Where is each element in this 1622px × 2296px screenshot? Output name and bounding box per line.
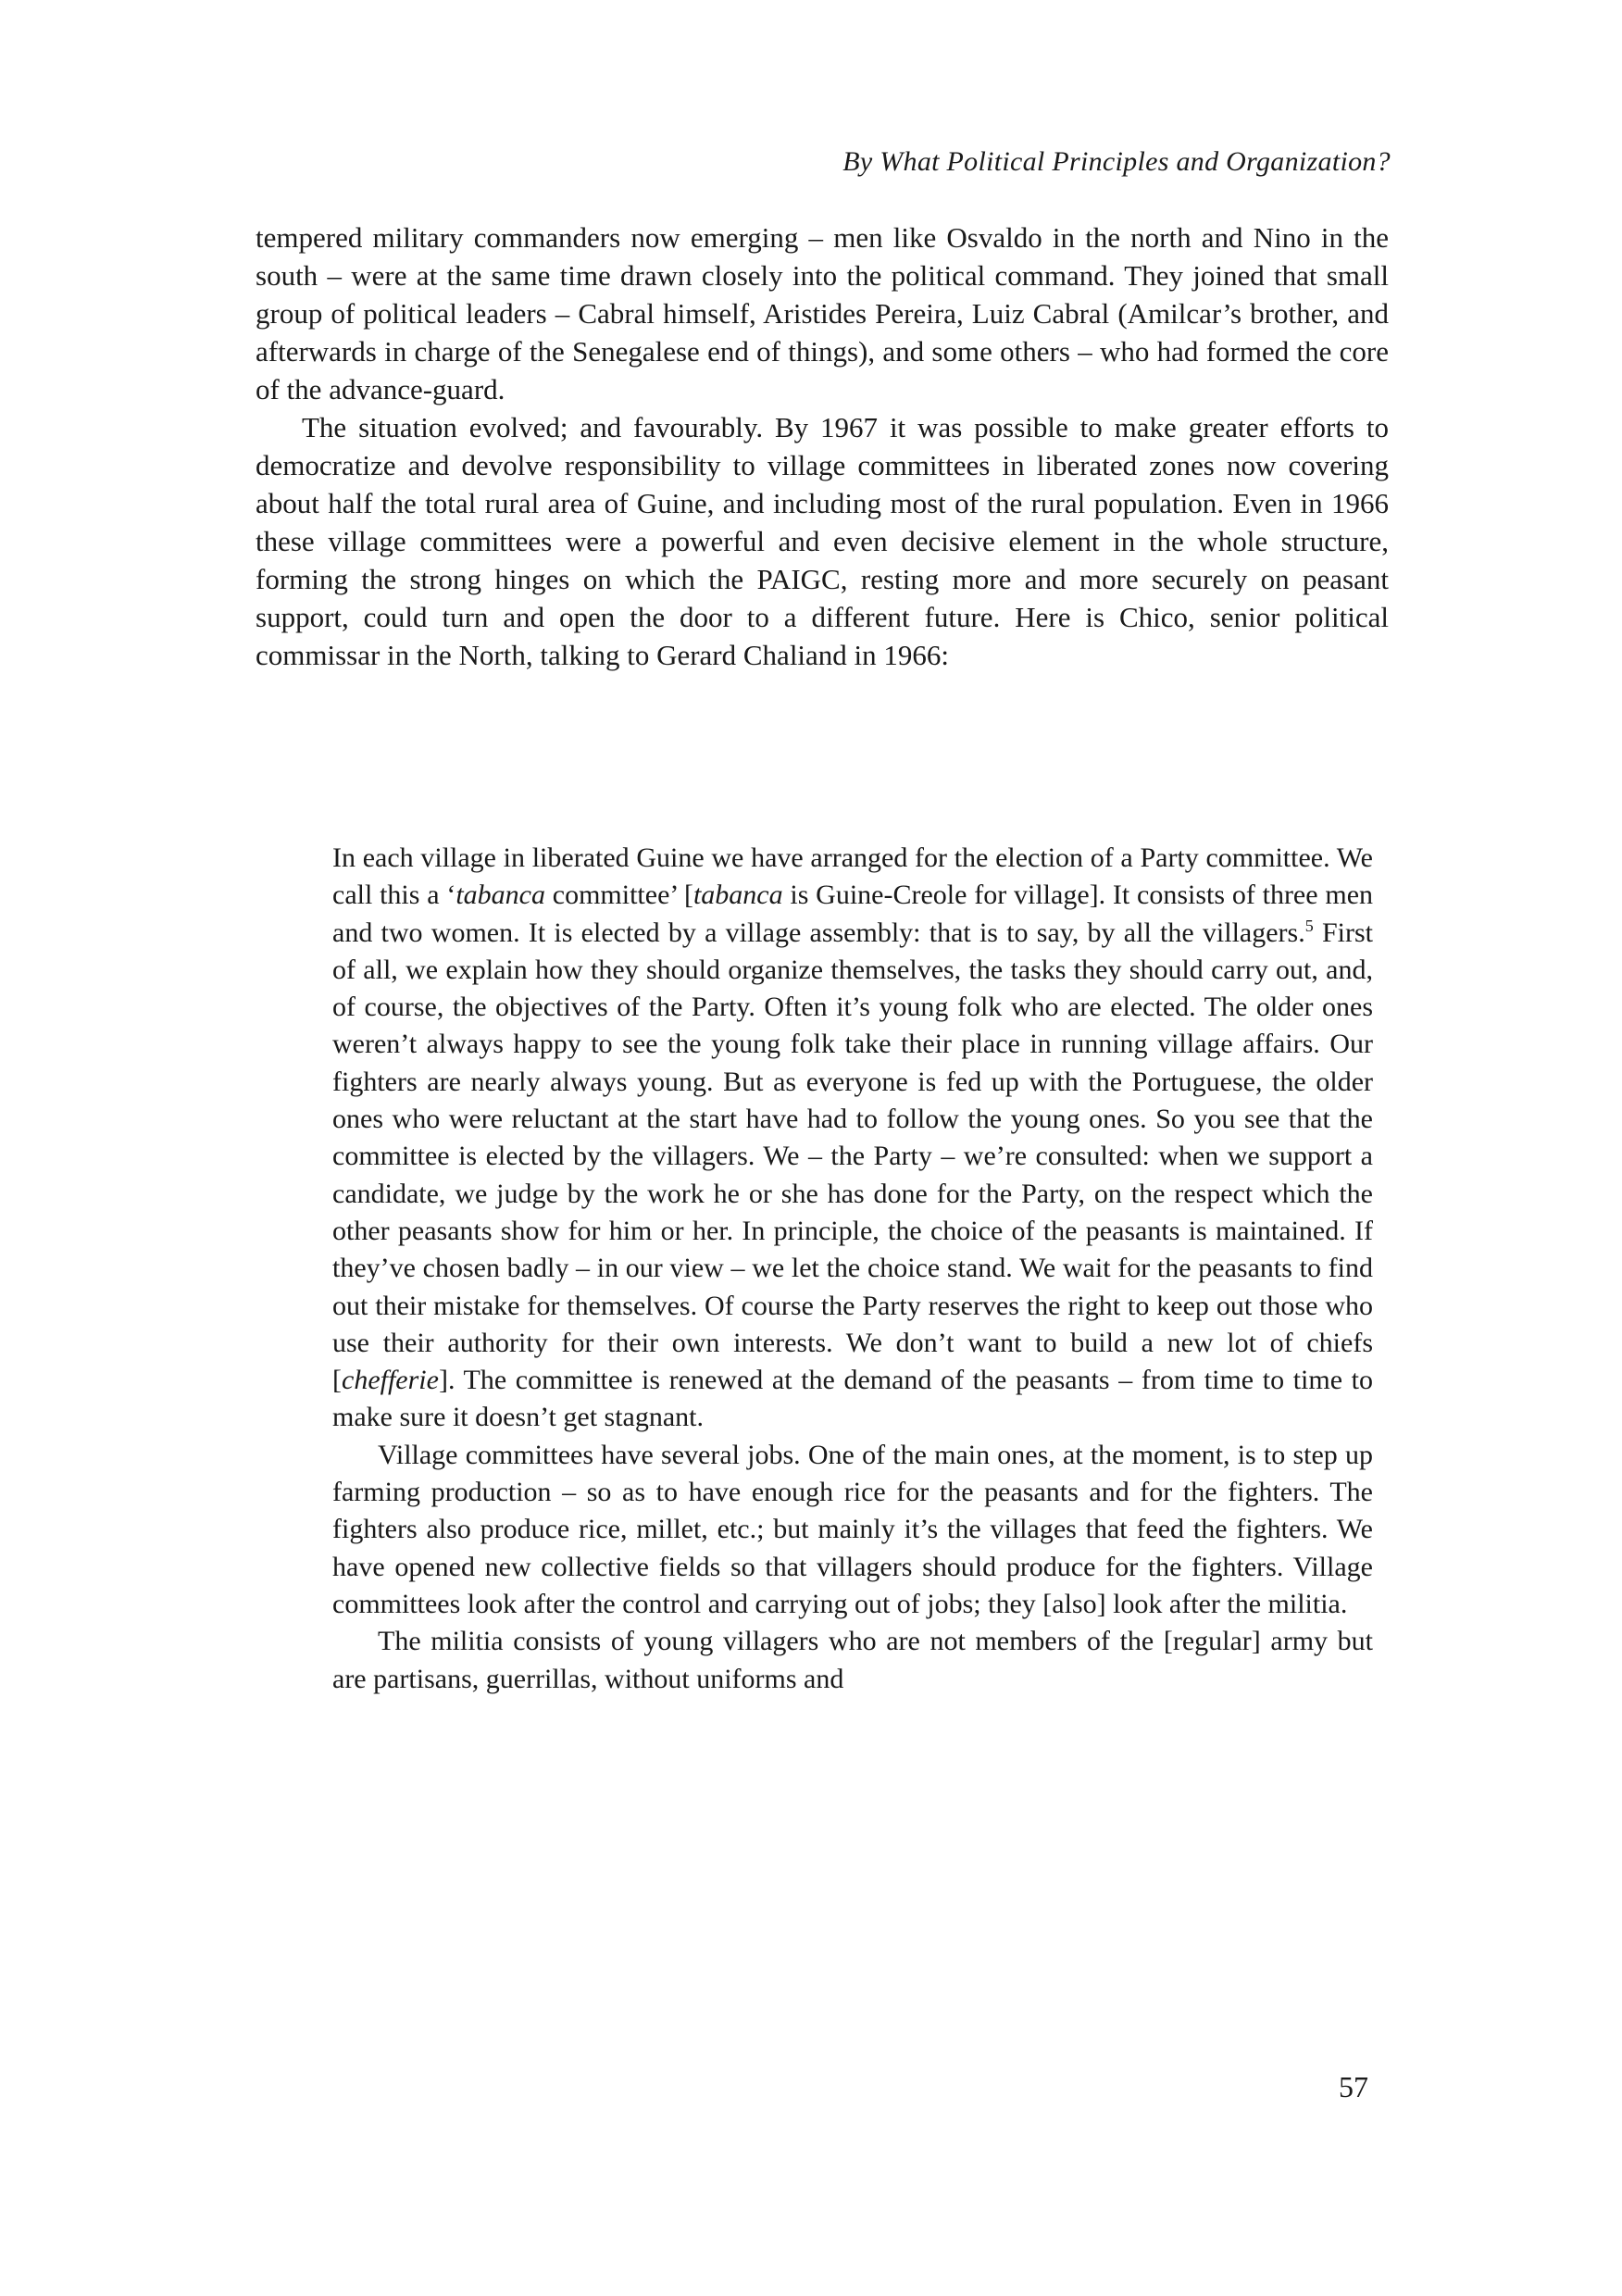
italic-term: chefferie (342, 1365, 439, 1396)
italic-term: tabanca (455, 880, 545, 911)
paragraph: The situation evolved; and favourably. By 1967 it was possible to make greater efforts to democratize and devolve responsibility to village committees in liberated zones now covering about half the total rural area of Guine, and including most of the rural population. Even in 1966 these village committees were a powerful and even decisive element in the whole structure, forming the strong hinges on which the PAIGC, resting more and more securely on peasant support, could turn and open the door to a different future. Here is Chico, senior political commissar in the North, talking to Gerard Chaliand in 1966: (256, 411, 1389, 671)
quote-paragraph (332, 840, 1373, 1437)
quote-paragraph: The militia consists of young villagers who are not members of the [regular] army but are partisans, guerrillas, without uniforms and (332, 1626, 1373, 1694)
italic-term: tabanca (692, 880, 783, 911)
quote-paragraph: Village committees have several jobs. One of the main ones, at the moment, is to step up farming production – so as to have enough rice for the peasants and for the fighters. The fighters also produce rice, millet, etc.; but mainly it’s the villages that feed the fighters. We have opened new collective fields so that villagers should produce for the fighters. Village committees look after the control and carrying out of jobs; they [also] look after the militia. (332, 1439, 1373, 1619)
quote-text: In each village in liberated Guine we have arranged for the election of a Party committee. We call this a ‘ (332, 842, 1373, 911)
block-quote (332, 840, 1373, 1698)
page-number: 57 (1339, 2070, 1368, 2103)
quote-text: is Guine-Creole for village]. It consists of three men and two women. It is elected by a village assembly: that is to say, by all the villagers. (332, 880, 1374, 948)
quote-text: ]. The committee is renewed at the demand of the peasants – from time to time to make sure it doesn’t get stagnant. (332, 1365, 1373, 1433)
quote-text: First of all, we explain how they should organize themselves, the tasks they should carry out, and, of course, the objectives of the Party. Often it’s young folk who are elected. The older ones weren’t always happy to see the young folk take their place in running village affairs. Our fighters are nearly always young. But as everyone is fed up with the Portuguese, the older ones who were reluctant at the start have had to follow the young ones. So you see that the committee is elected by the villagers. We – the Party – we’re consulted: when we support a candidate, we judge by the work he or she has done for the Party, on the respect which the other peasants show for him or her. In principle, the choice of the peasants is maintained. If they’ve chosen badly – in our view – we let the choice stand. We wait for the peasants to find out their mistake for themselves. Of course the Party reserves the right to keep out those who use their authority for their own interests. We don’t want to build a new lot of chiefs [ (332, 917, 1373, 1396)
paragraph: tempered military commanders now emerging – men like Osvaldo in the north and Nino in the south – were at the same time drawn closely into the political command. They joined that small group of political leaders – Cabral himself, Aristides Pereira, Luiz Cabral (Amilcar’s brother, and afterwards in charge of the Senegalese end of things), and some others – who had formed the core of the advance-guard. (256, 221, 1389, 406)
quote-text: committee’ [ (544, 880, 693, 911)
footnote-ref: 5 (1304, 916, 1314, 935)
main-text (256, 218, 1389, 674)
running-head: By What Political Principles and Organization? (842, 146, 1391, 177)
